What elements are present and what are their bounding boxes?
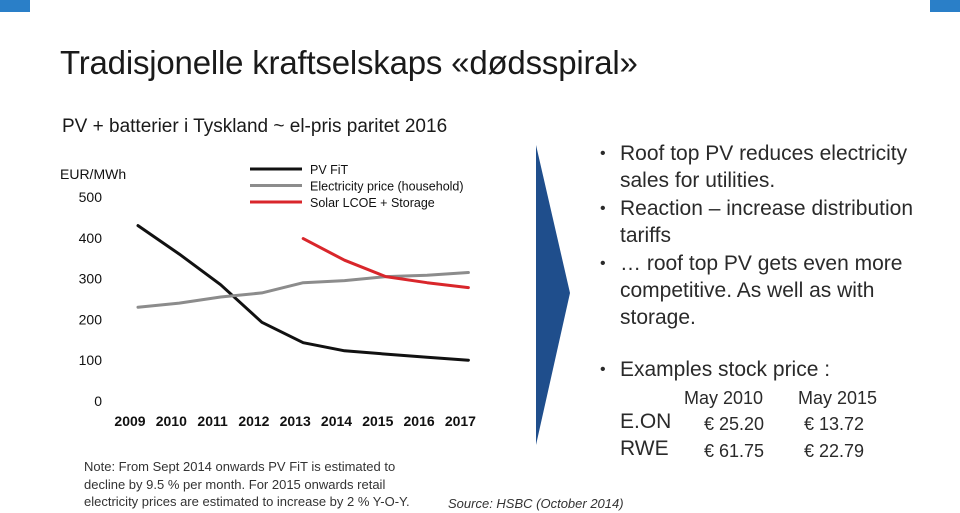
bullet-dot-icon: • xyxy=(600,361,606,378)
y-axis-label: EUR/MWh xyxy=(60,166,127,182)
y-tick-label: 100 xyxy=(78,352,102,369)
bullet-item xyxy=(598,195,938,249)
y-tick-label: 300 xyxy=(78,270,102,287)
x-tick-label: 2009 xyxy=(114,413,146,429)
x-tick-label: 2017 xyxy=(444,413,476,429)
price-2015: € 22.79 xyxy=(804,441,865,461)
bullet-text: … roof top PV gets even more competitive. As well as with storage. xyxy=(620,252,903,329)
slide-subtitle: PV + batterier i Tyskland ~ el-pris paritet 2016 xyxy=(62,116,448,137)
bullet-dot-icon: • xyxy=(600,200,606,217)
legend-label: Solar LCOE + Storage xyxy=(310,196,435,210)
bullet-dot-icon: • xyxy=(600,145,606,162)
price-2010: € 25.20 xyxy=(704,414,765,434)
x-tick-label: 2014 xyxy=(320,413,353,429)
bullet-text: Reaction – increase distribution tariffs xyxy=(620,197,913,247)
column-header: May 2015 xyxy=(798,388,878,408)
series-line-1 xyxy=(138,273,468,308)
legend-label: PV FiT xyxy=(310,163,349,177)
slide-title: Tradisjonelle kraftselskaps «dødsspiral» xyxy=(60,44,638,81)
bullet-text: Roof top PV reduces electricity sales for utilities. xyxy=(620,142,908,192)
examples-heading: Examples stock price : xyxy=(620,358,831,381)
corner-accent-right xyxy=(930,0,960,12)
y-tick-label: 0 xyxy=(94,393,102,409)
bullet-item xyxy=(598,250,938,331)
x-tick-label: 2015 xyxy=(362,413,394,429)
x-tick-label: 2011 xyxy=(197,413,228,429)
examples-heading-item xyxy=(598,356,830,383)
x-tick-label: 2012 xyxy=(238,413,270,429)
y-tick-label: 500 xyxy=(78,189,102,205)
price-2015: € 13.72 xyxy=(804,414,865,434)
bullet-dot-icon: • xyxy=(600,255,606,272)
chevron-shape xyxy=(536,145,570,445)
x-tick-label: 2013 xyxy=(279,413,311,429)
legend-label: Electricity price (household) xyxy=(310,179,464,194)
column-header: May 2010 xyxy=(684,388,764,408)
bullet-list xyxy=(598,140,938,332)
y-tick-label: 200 xyxy=(78,311,102,328)
company-name: RWE xyxy=(620,437,669,460)
y-tick-label: 400 xyxy=(78,229,102,246)
line-chart xyxy=(0,150,520,450)
bullet-item xyxy=(598,140,938,194)
x-tick-label: 2016 xyxy=(403,413,435,429)
chart-note: Note: From Sept 2014 onwards PV FiT is estimated to decline by 9.5 % per month. For 2015 onwards retail electricity prices are estimated to increase by 2 % Y-O-Y. xyxy=(84,459,410,509)
price-2010: € 61.75 xyxy=(704,441,765,461)
chart-source: Source: HSBC (October 2014) xyxy=(448,496,624,511)
x-tick-label: 2010 xyxy=(155,413,187,429)
series-line-0 xyxy=(138,226,468,361)
company-name: E.ON xyxy=(620,410,672,433)
chevron-arrow-icon xyxy=(536,145,570,445)
corner-accent-left xyxy=(0,0,30,12)
